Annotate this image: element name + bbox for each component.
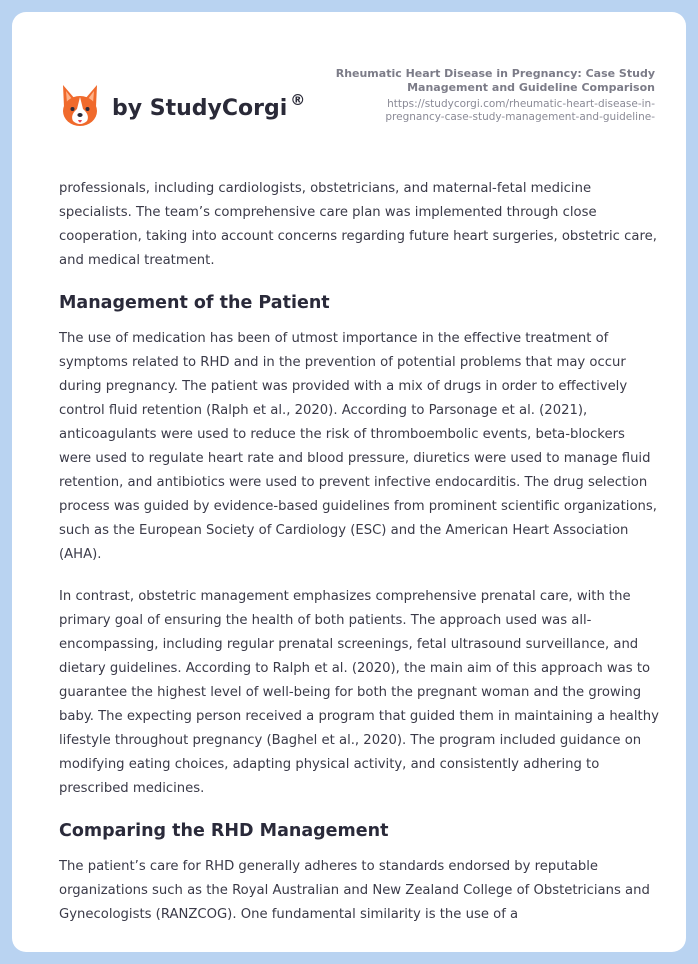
registered-mark: ® (290, 90, 306, 109)
document-url-line-2[interactable]: pregnancy-case-study-management-and-guideline- (385, 111, 655, 123)
paragraph-2: The use of medication has been of utmost importance in the effective treatment of symptoms related to RHD and in the prevention of potential problems that may occur during pregnancy. The patient was provided with a mix of drugs in order to effectively control fluid retention (Ralph et al., 2020). According to Parsonage et al. (2021), anticoagulants were used to reduce the risk of thromboembolic events, beta-blockers were used to regulate heart rate and blood pressure, diuretics were used to manage fluid retention, and antibiotics were used to prevent infective endocarditis. The drug selection process was guided by evidence-based guidelines from prominent scientific organizations, such as the European Society of Cardiology (ESC) and the American Heart Association (AHA). (59, 331, 657, 562)
document-url[interactable] (335, 98, 655, 124)
paragraph-1: professionals, including cardiologists, obstetricians, and maternal-fetal medicine specialists. The team’s comprehensive care plan was implemented through close cooperation, taking into account concerns regarding future heart surgeries, obstetric care, and medical treatment. (59, 181, 657, 268)
document-url-line-1[interactable]: https://studycorgi.com/rheumatic-heart-disease-in- (387, 98, 655, 110)
paragraph-4: The patient’s care for RHD generally adheres to standards endorsed by reputable organizations such as the Royal Australian and New Zealand College of Obstetricians and Gynecologists (RANZCOG). One fundamental similarity is the use of a (59, 859, 650, 922)
corgi-logo-icon (60, 83, 100, 129)
document-page (12, 12, 686, 952)
document-meta (335, 67, 655, 124)
document-title-line-2: Management and Guideline Comparison (407, 81, 655, 94)
document-title-line-1: Rheumatic Heart Disease in Pregnancy: Case Study (335, 67, 655, 80)
document-body (59, 177, 659, 945)
paragraph-3: In contrast, obstetric management emphasizes comprehensive prenatal care, with the primary goal of ensuring the health of both patients. The approach used was all-encompassing, including regular prenatal screenings, fetal ultrasound surveillance, and dietary guidelines. According to Ralph et al. (2020), the main aim of this approach was to guarantee the highest level of well-being for both the pregnant woman and the growing baby. The expecting person received a program that guided them in maintaining a healthy lifestyle throughout pregnancy (Baghel et al., 2020). The program included guidance on modifying eating choices, adapting physical activity, and consistently adhering to prescribed medicines. (59, 589, 659, 796)
heading-comparing-rhd-management: Comparing the RHD Management (59, 821, 389, 841)
heading-management-of-patient: Management of the Patient (59, 293, 330, 313)
logo-text: by StudyCorgi ® (112, 90, 306, 121)
studycorgi-logo[interactable] (60, 76, 305, 136)
document-title (335, 67, 655, 95)
